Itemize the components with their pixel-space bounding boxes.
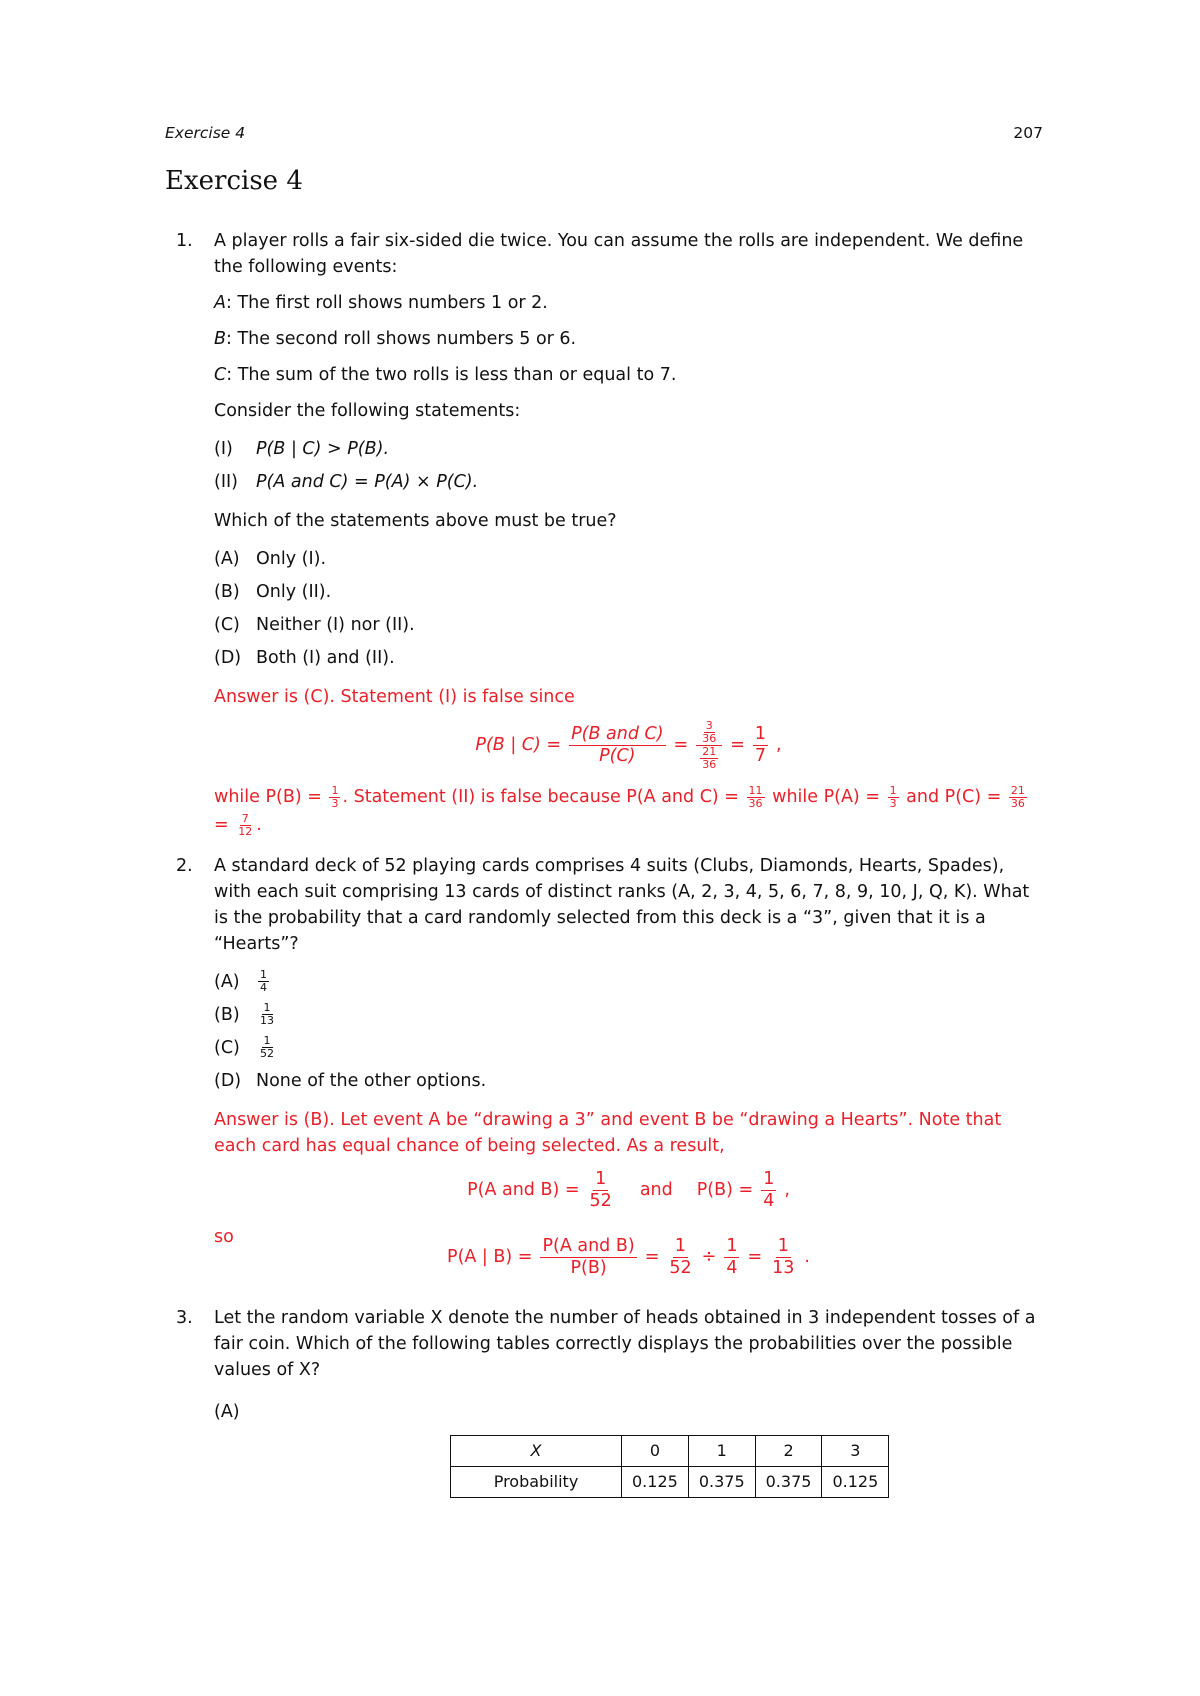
- option-item: (C) Neither (I) nor (II).: [214, 614, 415, 635]
- answer-explanation: while P(B) = $\frac{1}{3}$ . Statement (II) is false because P(A and C) = $\frac{11}{36}$ while P(A) = $\frac{1}{3}$ and P(C) = $\frac{21}{36}$ = $\frac{7}{12}$ .: [214, 783, 1025, 838]
- question-number: 1.: [176, 231, 193, 251]
- table-header-cell: X: [451, 1436, 622, 1467]
- consider-text: Consider the following statements:: [214, 401, 521, 421]
- option-list: [214, 542, 1043, 674]
- question-3: [165, 1305, 1043, 1498]
- event-a: A: The first roll shows numbers 1 or 2.: [214, 293, 548, 313]
- question-text: A player rolls a fair six-sided die twice. You can assume the rolls are independent. We define the following events:: [214, 231, 1024, 277]
- answer-text: Answer is (C). Statement (I) is false since: [214, 687, 575, 707]
- question-2: [165, 853, 1043, 1279]
- event-c: C: The sum of the two rolls is less than or equal to 7.: [214, 365, 677, 385]
- question-prompt: Which of the statements above must be true?: [214, 511, 617, 531]
- table-header-row: [451, 1436, 889, 1467]
- option-item: (B) $\frac{1}{13}$: [214, 1001, 274, 1027]
- table-cell: 0.375: [755, 1467, 822, 1498]
- option-label: (A): [214, 1402, 240, 1422]
- answer-text: Answer is (B). Let event A be “drawing a 3” and event B be “drawing a Hearts”. Note that each card has equal chance of being selected. As a result,: [214, 1110, 1002, 1156]
- page-number: 207: [1013, 124, 1043, 142]
- option-item: (D) Both (I) and (II).: [214, 647, 395, 668]
- statement-item: (II) P(A and C) = P(A) × P(C).: [214, 471, 479, 492]
- answer-equation: P(B | C) = $\frac{\text{P(B and C)}}{P(C)}$ = $\frac{\frac{3}{36}}{\frac{21}{36}}$ = $\frac{1}{7}$ ,: [475, 719, 782, 771]
- section-title: Exercise 4: [165, 166, 303, 196]
- answer-equation-1: P(A and B) = $\frac{1}{52}$ and P(B) = $\frac{1}{4}$ ,: [467, 1169, 790, 1211]
- answer-equation-2: P(A | B) = $\frac{\text{P(A and B)}}{P(B)}$ = $\frac{1}{52}$ ÷ $\frac{1}{4}$ = $\frac{1}{13}$ .: [447, 1236, 810, 1278]
- table-header-cell: 2: [755, 1436, 822, 1467]
- question-text: Let the random variable X denote the number of heads obtained in 3 independent tosses of a fair coin. Which of the following tables correctly displays the probabilities over the possible values of X?: [214, 1308, 1036, 1380]
- table-header-cell: 3: [822, 1436, 889, 1467]
- table-cell: 0.125: [822, 1467, 889, 1498]
- running-title: Exercise 4: [165, 124, 246, 142]
- option-item: (A) Only (I).: [214, 548, 327, 569]
- answer-connector: so: [214, 1227, 234, 1247]
- option-item: (B) Only (II).: [214, 581, 332, 602]
- table-cell: 0.375: [688, 1467, 755, 1498]
- option-item: (A) $\frac{1}{4}$: [214, 968, 267, 994]
- running-header: [165, 124, 1043, 142]
- question-text: A standard deck of 52 playing cards comprises 4 suits (Clubs, Diamonds, Hearts, Spades), with each suit comprising 13 cards of distinct ranks (A, 2, 3, 4, 5, 6, 7, 8, 9, 10, J, Q, K). What is the probability that a card randomly selected from this deck is a “3”, given that it is a “Hearts”?: [214, 856, 1030, 954]
- table-cell: 0.125: [622, 1467, 689, 1498]
- table-cell: Probability: [451, 1467, 622, 1498]
- option-list: [214, 965, 1043, 1097]
- question-1: [165, 228, 1043, 839]
- table-header-cell: 0: [622, 1436, 689, 1467]
- option-item: (D) None of the other options.: [214, 1070, 487, 1091]
- table-header-cell: 1: [688, 1436, 755, 1467]
- event-b: B: The second roll shows numbers 5 or 6.: [214, 329, 577, 349]
- exercise-content: [165, 228, 1043, 1512]
- table-row: [451, 1467, 889, 1498]
- statement-item: (I) P(B | C) > P(B).: [214, 438, 390, 459]
- statement-list: [214, 432, 1043, 498]
- option-item: (C) $\frac{1}{52}$: [214, 1034, 274, 1060]
- probability-table: [450, 1435, 889, 1498]
- question-number: 2.: [176, 856, 193, 876]
- question-number: 3.: [176, 1308, 193, 1328]
